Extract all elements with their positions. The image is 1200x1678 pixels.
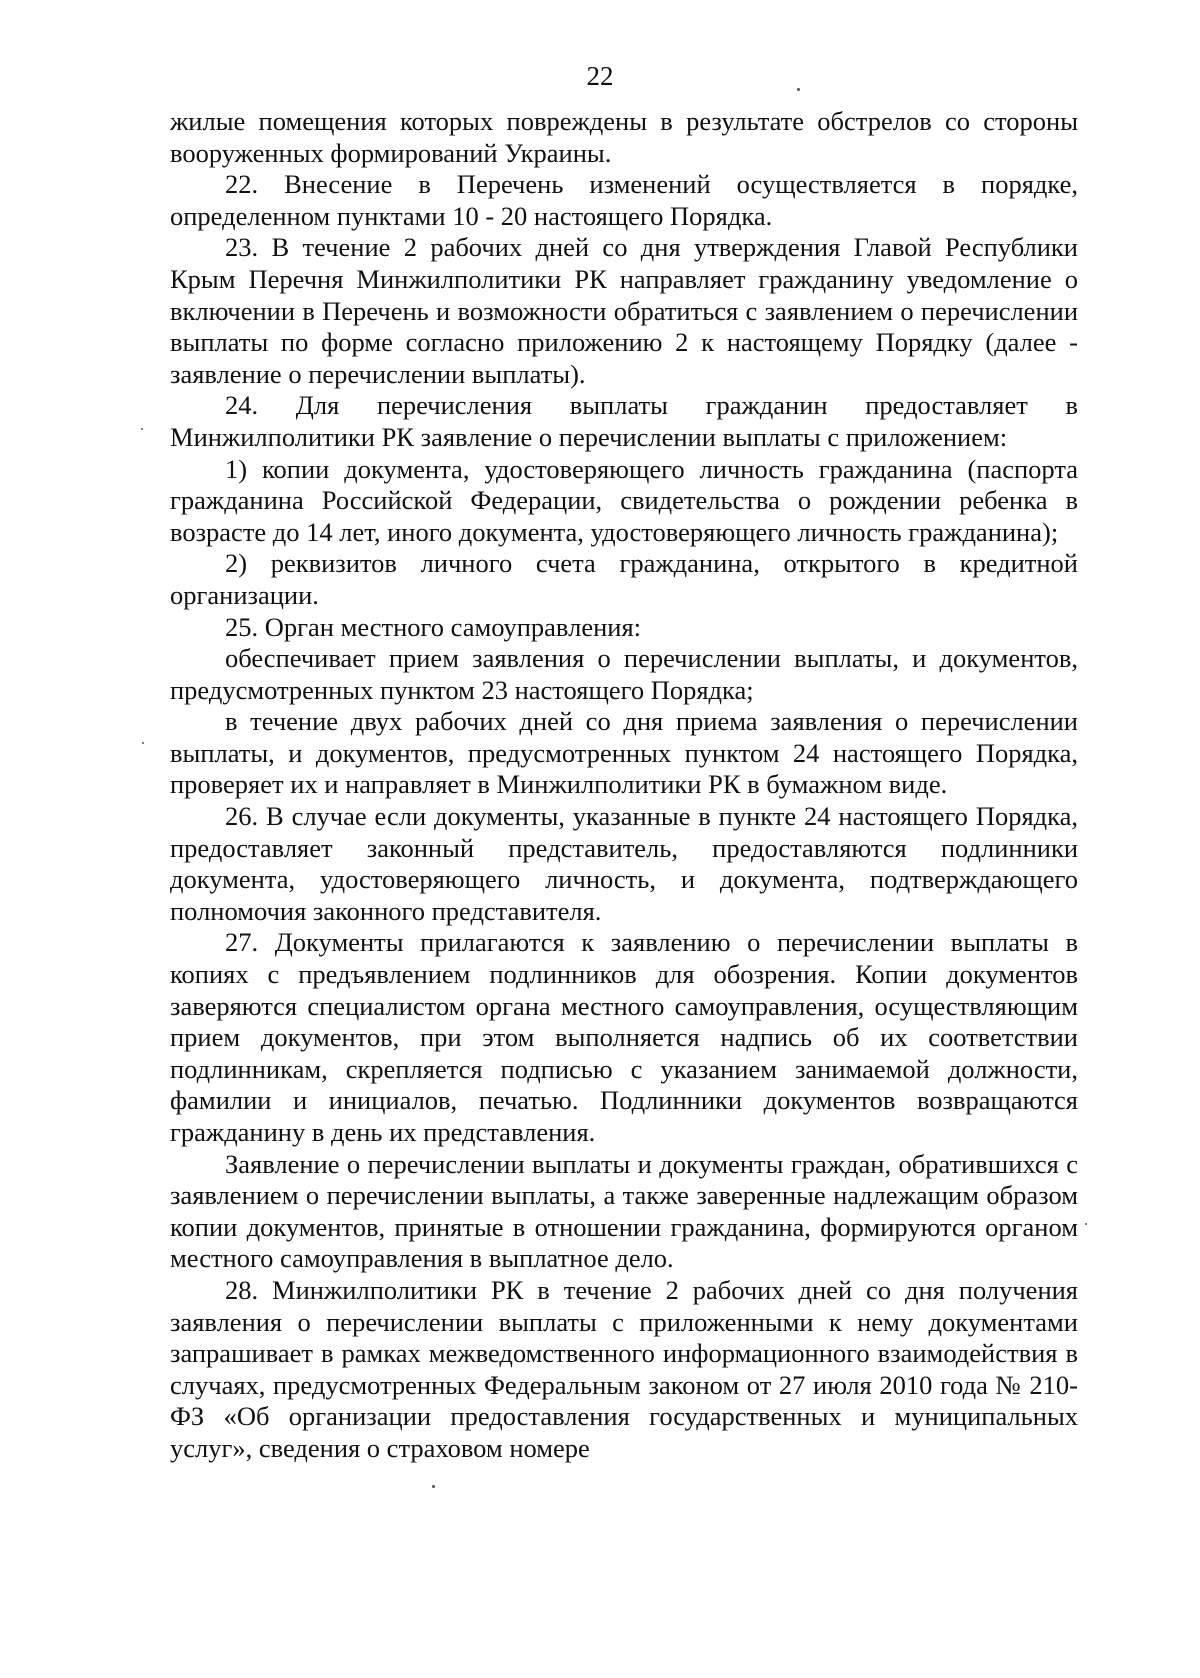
scan-speck: [432, 1485, 435, 1488]
paragraph-25-item-1: обеспечивает прием заявления о перечислении выплаты, и документов, предусмотренных пунктом 23 настоящего Порядка;: [170, 643, 1078, 705]
paragraph-26: 26. В случае если документы, указанные в пункте 24 настоящего Порядка, предоставляет законный представитель, предоставляются подлинники документа, удостоверяющего личность, и документа, подтверждающего полномочия законного представителя.: [170, 801, 1078, 926]
paragraph-25: 25. Орган местного самоуправления:: [225, 611, 641, 642]
page-number: 22: [586, 61, 614, 91]
scan-speck: [141, 428, 143, 430]
document-body: [170, 106, 1078, 1465]
paragraph-28: 28. Минжилполитики РК в течение 2 рабочих дней со дня получения заявления о перечислении выплаты с приложенными к нему документами запрашивает в рамках межведомственного информационного взаимодействия в случаях, предусмотренных Федеральным законом от 27 июля 2010 года № 210-ФЗ «Об организации предоставления государственных и муниципальных услуг», сведения о страховом номере: [170, 1274, 1078, 1463]
paragraph-27-continuation: Заявление о перечислении выплаты и документы граждан, обратившихся с заявлением о перечислении выплаты, а также заверенные надлежащим образом копии документов, принятые в отношении гражданина, формируются органом местного самоуправления в выплатное дело.: [170, 1148, 1078, 1274]
paragraph-24: 24. Для перечисления выплаты гражданин предоставляет в Минжилполитики РК заявление о перечислении выплаты с приложением:: [170, 390, 1078, 452]
paragraph-24-item-1: 1) копии документа, удостоверяющего личность гражданина (паспорта гражданина Российской Федерации, свидетельства о рождении ребенка в возрасте до 14 лет, иного документа, удостоверяющего личность гражданина);: [170, 453, 1078, 547]
scan-speck: [797, 88, 800, 91]
scan-speck: [142, 742, 144, 744]
paragraph-27: 27. Документы прилагаются к заявлению о перечислении выплаты в копиях с предъявлением подлинников для обозрения. Копии документов заверяются специалистом органа местного самоуправления, осуществляющим прием документов, при этом выполняется надпись об их соответствии подлинникам, скрепляется подписью с указанием занимаемой должности, фамилии и инициалов, печатью. Подлинники документов возвращаются гражданину в день их представления.: [170, 927, 1078, 1147]
paragraph-22: 22. Внесение в Перечень изменений осуществляется в порядке, определенном пунктами 10 - 20 настоящего Порядка.: [170, 169, 1078, 231]
paragraph-25-item-2: в течение двух рабочих дней со дня приема заявления о перечислении выплаты, и документов, предусмотренных пунктом 24 настоящего Порядка, проверяет их и направляет в Минжилполитики РК в бумажном виде.: [170, 706, 1078, 800]
paragraph-continuation: жилые помещения которых повреждены в результате обстрелов со стороны вооруженных формирований Украины.: [170, 106, 1078, 168]
paragraph-23: 23. В течение 2 рабочих дней со дня утверждения Главой Республики Крым Перечня Минжилполитики РК направляет гражданину уведомление о включении в Перечень и возможности обратиться с заявлением о перечислении выплаты по форме согласно приложению 2 к настоящему Порядку (далее - заявление о перечислении выплаты).: [170, 232, 1078, 389]
scan-speck: [1085, 1223, 1087, 1225]
paragraph-24-item-2: 2) реквизитов личного счета гражданина, открытого в кредитной организации.: [170, 548, 1078, 610]
